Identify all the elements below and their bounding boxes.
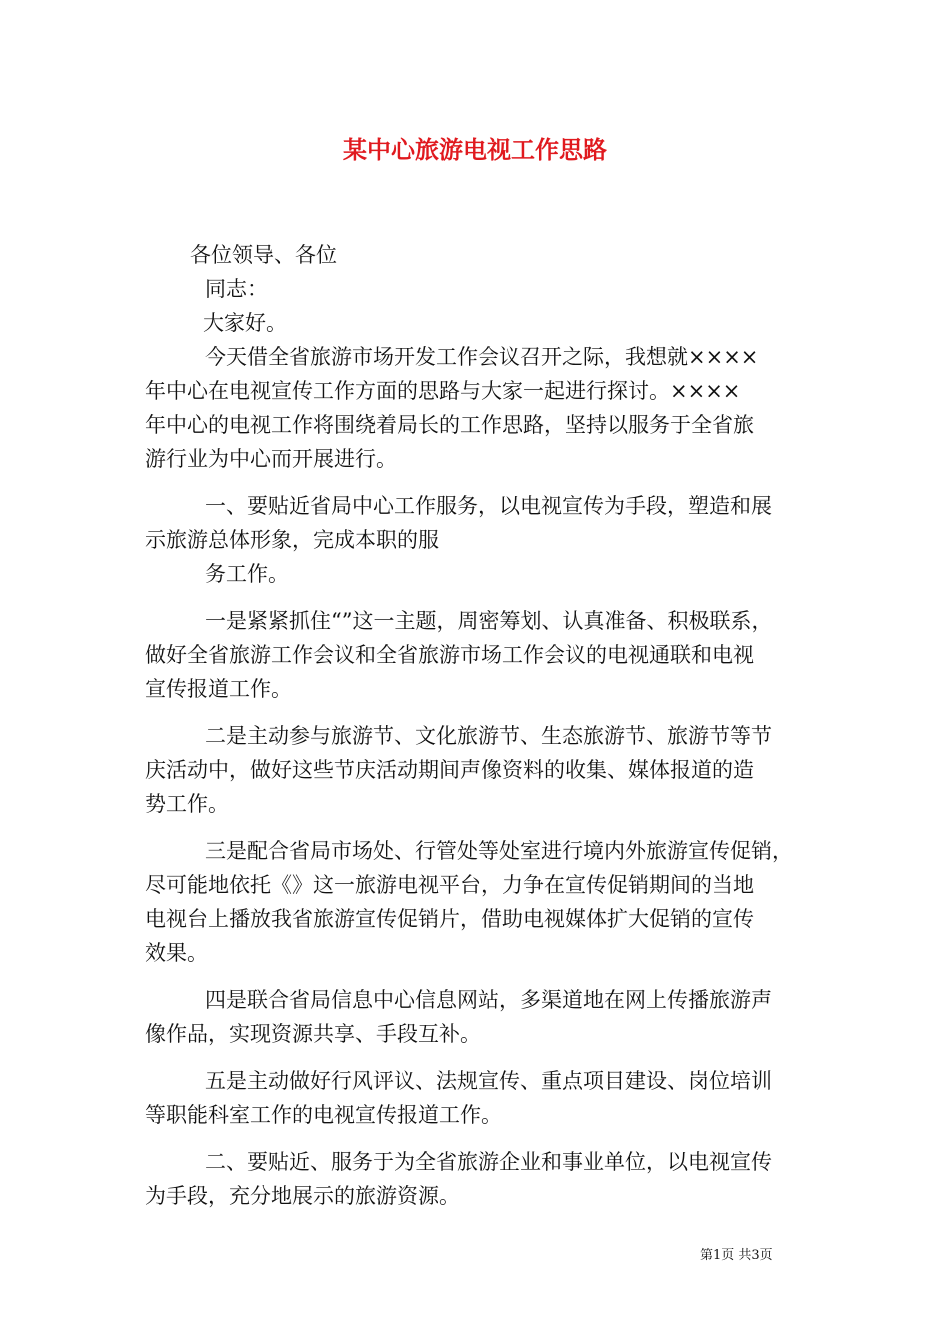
text-line: 为手段，充分地展示的旅游资源。: [145, 1184, 460, 1208]
document-body: [145, 238, 805, 1213]
document-title: 某中心旅游电视工作思路: [343, 135, 607, 164]
text-line: 势工作。: [145, 792, 229, 816]
text-line: 各位领导、各位: [190, 243, 337, 267]
text-line: 年中心的电视工作将围绕着局长的工作思路，坚持以服务于全省旅: [145, 413, 754, 437]
text-line: 等职能科室工作的电视宣传报道工作。: [145, 1103, 502, 1127]
text-line: 二是主动参与旅游节、文化旅游节、生态旅游节、旅游节等节: [205, 724, 772, 748]
text-line: 今天借全省旅游市场开发工作会议召开之际，我想就××××: [205, 345, 759, 369]
page-number: 第1页 共3页: [700, 1248, 773, 1263]
text-line: 大家好。: [203, 311, 287, 335]
text-line: 务工作。: [205, 562, 289, 586]
text-line: 同志：: [205, 277, 268, 301]
text-line: 像作品，实现资源共享、手段互补。: [145, 1022, 481, 1046]
text-line: 年中心在电视宣传工作方面的思路与大家一起进行探讨。××××: [145, 379, 741, 403]
text-line: 游行业为中心而开展进行。: [145, 447, 397, 471]
text-line: 一是紧紧抓住“”这一主题，周密筹划、认真准备、积极联系，: [205, 609, 773, 633]
text-line: 四是联合省局信息中心信息网站，多渠道地在网上传播旅游声: [205, 988, 772, 1012]
text-line: 尽可能地依托《》这一旅游电视平台，力争在宣传促销期间的当地: [145, 873, 754, 897]
text-line: 五是主动做好行风评议、法规宣传、重点项目建设、岗位培训: [205, 1069, 772, 1093]
text-line: 示旅游总体形象，完成本职的服: [145, 528, 439, 552]
text-line: 做好全省旅游工作会议和全省旅游市场工作会议的电视通联和电视: [145, 643, 754, 667]
text-line: 电视台上播放我省旅游宣传促销片，借助电视媒体扩大促销的宣传: [145, 907, 754, 931]
text-line: 二、要贴近、服务于为全省旅游企业和事业单位，以电视宣传: [205, 1150, 772, 1174]
text-line: 庆活动中，做好这些节庆活动期间声像资料的收集、媒体报道的造: [145, 758, 754, 782]
text-line: 三是配合省局市场处、行管处等处室进行境内外旅游宣传促销，: [205, 839, 793, 863]
text-line: 宣传报道工作。: [145, 677, 292, 701]
text-line: 一、要贴近省局中心工作服务，以电视宣传为手段，塑造和展: [205, 494, 772, 518]
text-line: 效果。: [145, 941, 208, 965]
